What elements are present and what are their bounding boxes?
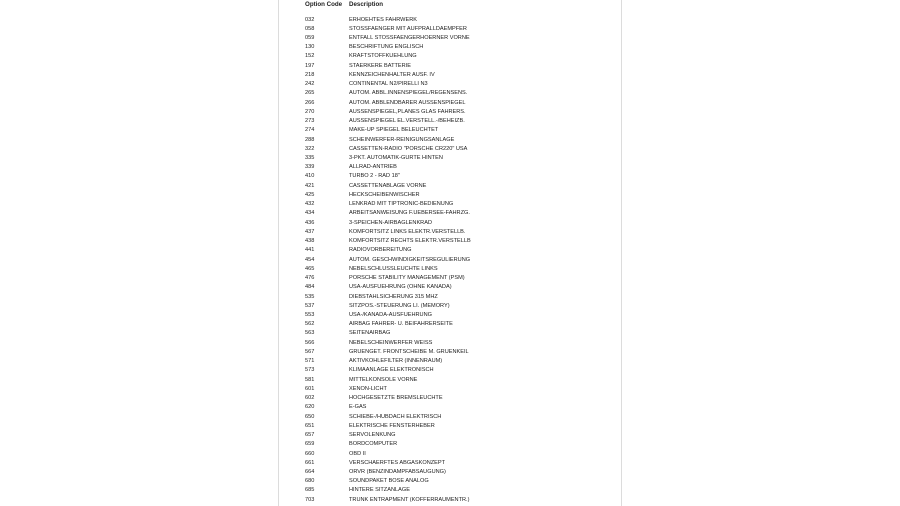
table-row [305,422,519,431]
description-cell: SITZPOS.-STEUERUNG LI. (MEMORY) [349,302,450,309]
option-code-cell: 242 [305,81,315,88]
description-cell: KOMFORTSITZ LINKS ELEKTR.VERSTELLB. [349,228,466,235]
table-row [305,228,519,237]
description-cell: CASSETTENABLAGE VORNE [349,182,427,189]
table-row [305,136,519,145]
option-code-cell: 421 [305,182,315,189]
option-code-cell: 288 [305,136,315,143]
option-code-cell: 563 [305,330,315,337]
description-cell: KOMFORTSITZ RECHTS ELEKTR.VERSTELLB [349,238,471,245]
table-row [305,200,519,209]
description-cell: STAERKERE BATTERIE [349,62,411,69]
description-cell: PORSCHE STABILITY MANAGEMENT (PSM) [349,275,465,282]
table-row [305,265,519,274]
description-cell: AIRBAG FAHRER- U. BEIFAHRERSEITE [349,321,453,328]
option-code-cell: 567 [305,348,315,355]
table-row [305,394,519,403]
description-cell: KRAFTSTOFFKUEHLUNG [349,53,417,60]
table-row [305,246,519,255]
description-cell: XENON-LICHT [349,385,387,392]
description-cell: MAKE-UP SPIEGEL BELEUCHTET [349,127,439,134]
option-code-cell: 454 [305,256,315,263]
description-cell: VERSCHAERFTES ABGASKONZEPT [349,459,446,466]
description-cell: OBD II [349,450,366,457]
description-cell: 3-PKT. AUTOMATIK-GURTE HINTEN [349,155,443,162]
option-code-cell: 659 [305,441,315,448]
table-row [305,182,519,191]
description-cell: LENKRAD MIT TIPTRONIC-BEDIENUNG [349,201,454,208]
table-row [305,403,519,412]
option-code-cell: 601 [305,385,315,392]
option-code-header: Option Code [305,1,343,8]
option-code-cell: 535 [305,293,315,300]
table-row [305,440,519,449]
description-cell: GRUENGET. FRONTSCHEIBE M. GRUENKEIL [349,348,469,355]
table-row [305,209,519,218]
table-row [305,468,519,477]
table-row [305,52,519,61]
description-cell: BORDCOMPUTER [349,441,398,448]
description-cell: SEITENAIRBAG [349,330,391,337]
table-row [305,486,519,495]
table-row [305,431,519,440]
table-row [305,191,519,200]
table-row [305,376,519,385]
description-cell: DIEBSTAHLSICHERUNG 315 MHZ [349,293,438,300]
option-code-cell: 581 [305,376,315,383]
table-row [305,16,519,25]
table-row [305,348,519,357]
option-code-cell: 602 [305,395,315,402]
table-row [305,357,519,366]
table-row [305,117,519,126]
table-row [305,126,519,135]
table-row [305,385,519,394]
description-cell: AUSSENSPIEGEL,PLANES GLAS FAHRERS. [349,108,466,115]
option-code-cell: 058 [305,25,315,32]
description-cell: ELEKTRISCHE FENSTERHEBER [349,422,435,429]
table-row [305,25,519,34]
table-row [305,145,519,154]
description-cell: KLIMAANLAGE ELEKTRONISCH [349,367,434,374]
description-cell: KENNZEICHENHALTER AUSF. IV [349,71,435,78]
description-cell: AKTIVKOHLEFILTER (INNENRAUM) [349,358,443,365]
table-row [305,339,519,348]
option-code-cell: 437 [305,228,315,235]
option-code-cell: 152 [305,53,315,60]
description-cell: E-GAS [349,404,367,411]
table-row [305,80,519,89]
option-code-cell: 664 [305,468,315,475]
option-codes-table [305,0,519,505]
table-row [305,163,519,172]
table-row [305,293,519,302]
description-cell: RADIOVORBEREITUNG [349,247,412,254]
option-code-cell: 410 [305,173,315,180]
description-cell: AUTOM. ABBL.INNENSPIEGEL/REGENSENS. [349,90,468,97]
table-row [305,302,519,311]
option-code-cell: 571 [305,358,315,365]
option-code-cell: 573 [305,367,315,374]
option-code-cell: 562 [305,321,315,328]
option-code-cell: 476 [305,275,315,282]
table-row [305,283,519,292]
option-code-cell: 650 [305,413,315,420]
table-row [305,329,519,338]
option-code-cell: 032 [305,16,315,23]
table-row [305,496,519,505]
table-header-row [305,0,519,9]
description-cell: ENTFALL STOSSFAENGERHOERNER VORNE [349,34,470,41]
option-code-cell: 059 [305,34,315,41]
description-cell: ORVR (BENZINDAMPFABSAUGUNG) [349,468,446,475]
table-row [305,108,519,117]
option-code-cell: 335 [305,155,315,162]
option-code-cell: 130 [305,44,315,51]
option-code-cell: 265 [305,90,315,97]
description-cell: SCHIEBE-/HUBDACH ELEKTRISCH [349,413,442,420]
option-code-cell: 438 [305,238,315,245]
table-row [305,237,519,246]
option-code-cell: 661 [305,459,315,466]
option-code-cell: 441 [305,247,315,254]
description-cell: AUTOM. GESCHWINDIGKEITSREGULIERUNG [349,256,471,263]
table-row [305,43,519,52]
description-cell: HINTERE SITZANLAGE [349,487,410,494]
description-cell: HOCHGESETZTE BREMSLEUCHTE [349,395,443,402]
description-cell: NEBELSCHLUSSLEUCHTE LINKS [349,265,438,272]
option-code-cell: 274 [305,127,315,134]
description-cell: SERVOLENKUNG [349,432,396,439]
option-code-cell: 273 [305,118,315,125]
table-row [305,71,519,80]
option-code-cell: 436 [305,219,315,226]
option-code-cell: 651 [305,422,315,429]
table-row [305,459,519,468]
description-cell: BESCHRIFTUNG ENGLISCH [349,44,424,51]
description-cell: 3-SPEICHEN-AIRBAGLENKRAD [349,219,432,226]
option-code-cell: 339 [305,164,315,171]
table-row [305,256,519,265]
option-code-cell: 465 [305,265,315,272]
description-cell: USA-AUSFUEHRUNG (OHNE KANADA) [349,284,452,291]
description-cell: AUSSENSPIEGEL EL.VERSTELL.-/BEHEIZB. [349,118,465,125]
description-cell: CONTINENTAL N2/PIRELLI N3 [349,81,428,88]
option-code-cell: 270 [305,108,315,115]
option-code-cell: 537 [305,302,315,309]
description-cell: SCHEINWERFER-REINIGUNGSANLAGE [349,136,455,143]
option-code-cell: 660 [305,450,315,457]
option-code-cell: 685 [305,487,315,494]
option-code-cell: 620 [305,404,315,411]
table-row [305,366,519,375]
option-code-cell: 553 [305,312,315,318]
description-cell: TURBO 2 - RAD 18" [349,173,400,180]
table-row [305,477,519,486]
option-code-cell: 432 [305,201,315,208]
description-cell: STOSSFAENGER MIT AUFPRALLDAEMPFER [349,25,467,32]
table-row [305,172,519,181]
table-row [305,34,519,43]
description-cell: MITTELKONSOLE VORNE [349,376,418,383]
table-row [305,311,519,320]
description-cell: ALLRAD-ANTRIEB [349,164,397,171]
option-code-cell: 322 [305,145,315,152]
table-row [305,320,519,329]
option-code-cell: 657 [305,432,315,439]
description-cell: ARBEITSANWEISUNG F.UEBERSEE-FAHRZG. [349,210,470,217]
option-code-cell: 703 [305,496,315,503]
table-row [305,413,519,422]
description-header: Description [349,1,384,8]
option-code-cell: 266 [305,99,315,106]
description-cell: AUTOM. ABBLENDBARER AUSSENSPIEGEL [349,99,466,106]
option-code-cell: 218 [305,71,315,78]
description-cell: CASSETTEN-RADIO "PORSCHE CR220" USA [349,145,468,152]
table-row [305,219,519,228]
description-cell: ERHOEHTES FAHRWERK [349,16,417,23]
table-row [305,450,519,459]
table-row [305,89,519,98]
option-code-cell: 197 [305,62,315,69]
option-code-cell: 484 [305,284,315,291]
option-code-cell: 434 [305,210,315,217]
description-cell: SOUNDPAKET BOSE ANALOG [349,478,429,485]
table-row [305,154,519,163]
description-cell: USA-/KANADA-AUSFUEHRUNG [349,312,432,318]
table-row [305,62,519,71]
description-cell: HECKSCHEIBENWISCHER [349,191,420,198]
option-code-cell: 425 [305,191,315,198]
option-code-cell: 566 [305,339,315,346]
table-row [305,274,519,283]
table-row [305,99,519,108]
option-code-cell: 680 [305,478,315,485]
description-cell: NEBELSCHEINWERFER WEISS [349,339,433,346]
description-cell: TRUNK ENTRAPMENT (KOFFERRAUMENTR.) [349,496,470,503]
